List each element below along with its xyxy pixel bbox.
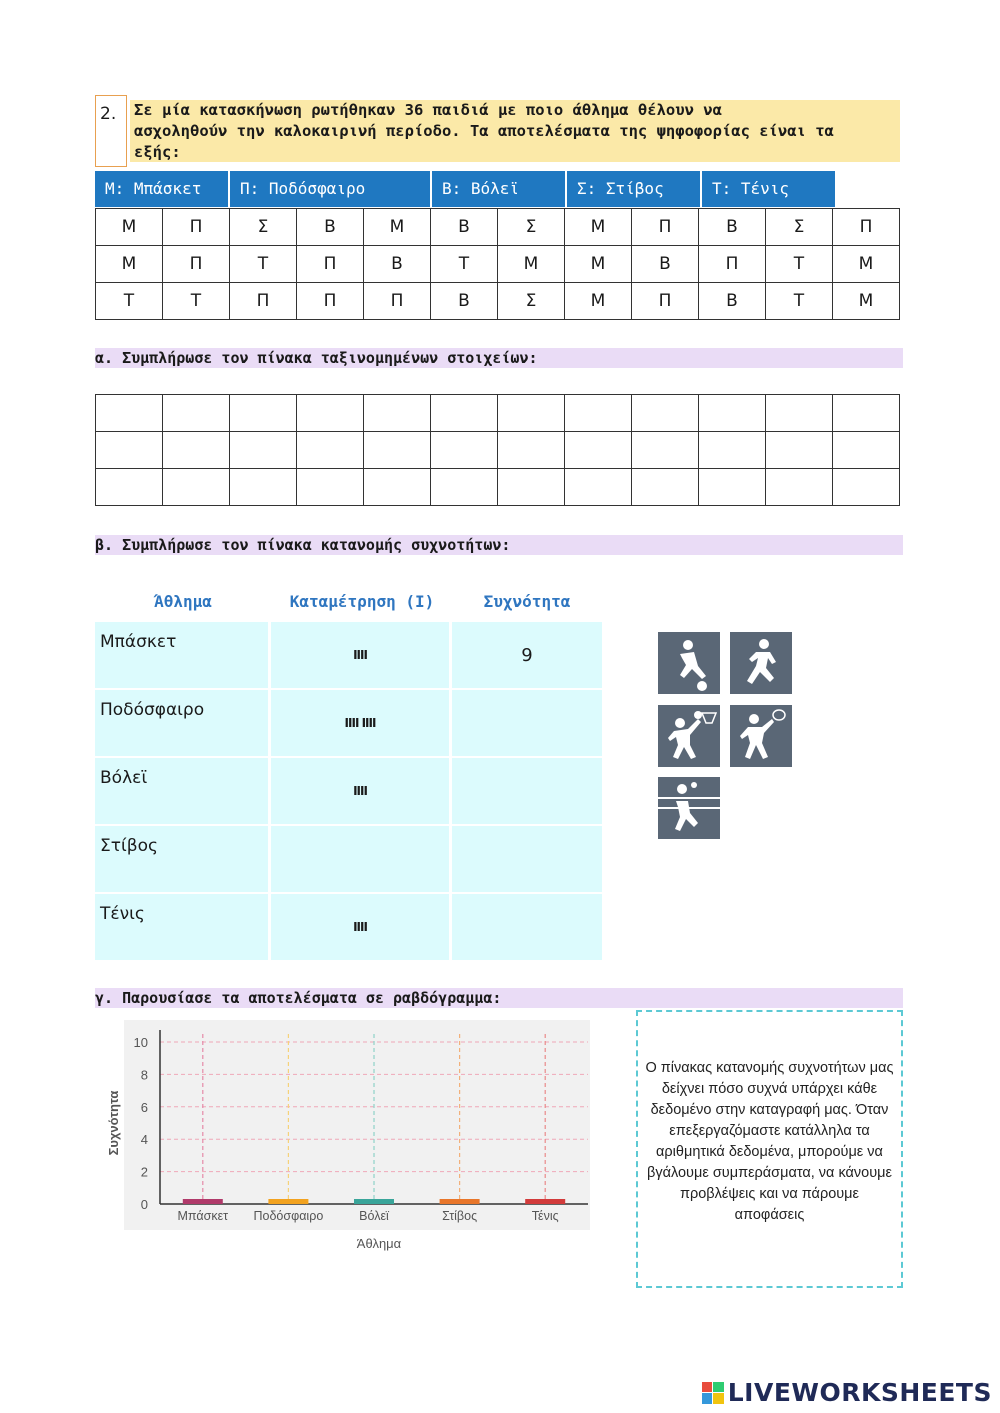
vote-cell: Π <box>230 283 297 320</box>
vote-cell: Π <box>297 246 364 283</box>
vote-cell: Τ <box>766 246 833 283</box>
vote-cell: Τ <box>431 246 498 283</box>
bar <box>183 1199 223 1204</box>
y-tick-label: 8 <box>140 1067 148 1083</box>
vote-cell: Μ <box>565 209 632 246</box>
vote-cell: Β <box>364 246 431 283</box>
tally-marks: IIII IIII <box>344 716 376 730</box>
votes-table <box>95 208 900 320</box>
vote-cell: Β <box>431 209 498 246</box>
vote-cell: Μ <box>364 209 431 246</box>
tally-cell[interactable] <box>271 758 449 824</box>
vote-cell: Π <box>833 209 900 246</box>
x-tick-label: Ποδόσφαιρο <box>253 1209 324 1223</box>
header-tally: Καταμέτρηση (Ι) <box>289 592 435 611</box>
sorted-input-cell[interactable] <box>230 395 297 432</box>
legend-basketball: Μ: Μπάσκετ <box>95 171 230 207</box>
brand-name: LIVEWORKSHEETS <box>727 1378 992 1407</box>
task-line: ασχοληθούν την καλοκαιρινή περίοδο. Τα αποτελέσματα της ψηφοφορίας είναι τα <box>134 122 834 140</box>
sorted-input-cell[interactable] <box>632 432 699 469</box>
sorted-input-cell[interactable] <box>565 469 632 506</box>
info-box: Ο πίνακας κατανομής συχνοτήτων μας δείχνει πόσο συχνά υπάρχει κάθε δεδομένο στην καταγραφή μας. Όταν επεξεργαζόμαστε κατάλληλα τα αριθμητικά δεδομένα, μπορούμε να βγάλουμε συμπεράσματα, να κάνουμε προβλέψεις και να πάρουμε αποφάσεις <box>636 1010 903 1288</box>
sorted-input-cell[interactable] <box>230 432 297 469</box>
sorted-input-cell[interactable] <box>364 469 431 506</box>
chart-background <box>124 1020 590 1230</box>
header-frequency: Συχνότητα <box>483 592 571 611</box>
frequency-cell[interactable] <box>452 894 602 960</box>
brand-mark-icon <box>702 1382 724 1404</box>
vote-cell: Β <box>297 209 364 246</box>
sorted-table <box>95 394 900 506</box>
vote-cell: Μ <box>498 246 565 283</box>
sport-name: Τένις <box>95 894 268 960</box>
soccer-player-icon <box>658 632 720 694</box>
section-b-title: β. Συμπλήρωσε τον πίνακα κατανομής συχνοτήτων: <box>95 535 903 555</box>
sport-name: Ποδόσφαιρο <box>95 690 268 756</box>
sorted-input-cell[interactable] <box>364 432 431 469</box>
x-tick-label: Στίβος <box>442 1209 478 1223</box>
sorted-input-cell[interactable] <box>431 395 498 432</box>
sport-legend <box>95 171 837 207</box>
sorted-input-cell[interactable] <box>498 395 565 432</box>
legend-football: Π: Ποδόσφαιρο <box>230 171 432 207</box>
sport-name: Μπάσκετ <box>95 622 268 688</box>
runner-icon <box>730 632 792 694</box>
volleyball-player-icon <box>658 777 720 839</box>
vote-cell: Π <box>632 209 699 246</box>
sorted-row <box>96 432 900 469</box>
task-number: 2. <box>95 95 127 167</box>
sorted-input-cell[interactable] <box>297 432 364 469</box>
bar <box>440 1199 480 1204</box>
sorted-input-cell[interactable] <box>833 432 900 469</box>
sorted-input-cell[interactable] <box>766 469 833 506</box>
votes-row <box>96 209 900 246</box>
sorted-input-cell[interactable] <box>431 469 498 506</box>
vote-cell: Π <box>163 246 230 283</box>
vote-cell: Π <box>364 283 431 320</box>
vote-cell: Τ <box>766 283 833 320</box>
legend-volleyball: Β: Βόλεϊ <box>432 171 567 207</box>
vote-cell: Β <box>431 283 498 320</box>
y-tick-label: 0 <box>140 1197 148 1212</box>
sorted-input-cell[interactable] <box>230 469 297 506</box>
sorted-input-cell[interactable] <box>163 395 230 432</box>
tally-marks: IIII <box>353 920 367 934</box>
x-tick-label: Τένις <box>531 1209 559 1223</box>
vote-cell: Π <box>699 246 766 283</box>
sport-name: Βόλεϊ <box>95 758 268 824</box>
vote-cell: Τ <box>163 283 230 320</box>
task-line: εξής: <box>134 143 181 161</box>
task-line: Σε μία κατασκήνωση ρωτήθηκαν 36 παιδιά με ποιο άθλημα θέλουν να <box>134 101 722 119</box>
vote-cell: Μ <box>565 283 632 320</box>
sorted-input-cell[interactable] <box>699 432 766 469</box>
vote-cell: Τ <box>96 283 163 320</box>
x-axis-label: Άθλημα <box>356 1236 402 1251</box>
sorted-input-cell[interactable] <box>766 395 833 432</box>
sorted-input-cell[interactable] <box>833 469 900 506</box>
sorted-input-cell[interactable] <box>699 395 766 432</box>
sorted-input-cell[interactable] <box>498 469 565 506</box>
tally-cell[interactable] <box>271 894 449 960</box>
vote-cell: Μ <box>833 246 900 283</box>
section-a-title: α. Συμπλήρωσε τον πίνακα ταξινομημένων στοιχείων: <box>95 348 903 368</box>
bar <box>268 1199 308 1204</box>
sorted-input-cell[interactable] <box>632 469 699 506</box>
vote-cell: Β <box>699 209 766 246</box>
y-tick-label: 6 <box>140 1099 148 1115</box>
tally-marks: IIII <box>353 784 367 798</box>
frequency-row <box>95 622 602 688</box>
vote-cell: Τ <box>230 246 297 283</box>
vote-cell: Σ <box>766 209 833 246</box>
sorted-input-cell[interactable] <box>96 395 163 432</box>
vote-cell: Μ <box>833 283 900 320</box>
sorted-input-cell[interactable] <box>699 469 766 506</box>
frequency-cell[interactable] <box>452 622 602 688</box>
y-tick-label: 4 <box>140 1132 148 1148</box>
vote-cell: Μ <box>96 246 163 283</box>
sorted-input-cell[interactable] <box>766 432 833 469</box>
sorted-input-cell[interactable] <box>364 395 431 432</box>
bar <box>354 1199 394 1204</box>
votes-row <box>96 283 900 320</box>
vote-cell: Σ <box>498 209 565 246</box>
sorted-input-cell[interactable] <box>297 469 364 506</box>
sorted-input-cell[interactable] <box>163 469 230 506</box>
sorted-input-cell[interactable] <box>498 432 565 469</box>
legend-athletics: Σ: Στίβος <box>567 171 702 207</box>
y-axis-label: Συχνότητα <box>106 1090 121 1156</box>
frequency-row <box>95 826 602 892</box>
tally-cell[interactable] <box>271 622 449 688</box>
tally-cell[interactable] <box>271 690 449 756</box>
header-sport: Άθλημα <box>154 592 212 611</box>
sorted-input-cell[interactable] <box>96 432 163 469</box>
frequency-cell[interactable] <box>452 690 602 756</box>
x-tick-label: Μπάσκετ <box>177 1209 229 1223</box>
vote-cell: Σ <box>230 209 297 246</box>
sorted-input-cell[interactable] <box>431 432 498 469</box>
brand-logo <box>702 1378 992 1407</box>
basketball-player-icon <box>658 705 720 767</box>
frequency-value: 9 <box>521 645 533 666</box>
vote-cell: Μ <box>565 246 632 283</box>
frequency-cell[interactable] <box>452 826 602 892</box>
vote-cell: Π <box>297 283 364 320</box>
vote-cell: Σ <box>498 283 565 320</box>
vote-cell: Β <box>699 283 766 320</box>
vote-cell: Π <box>163 209 230 246</box>
vote-cell: Μ <box>96 209 163 246</box>
sorted-row <box>96 469 900 506</box>
sorted-input-cell[interactable] <box>632 395 699 432</box>
bar <box>525 1199 565 1204</box>
frequency-row <box>95 690 602 756</box>
sorted-row <box>96 395 900 432</box>
section-c-title: γ. Παρουσίασε τα αποτελέσματα σε ραβδόγραμμα: <box>95 988 903 1008</box>
sorted-input-cell[interactable] <box>565 432 632 469</box>
y-tick-label: 2 <box>140 1164 148 1180</box>
frequency-cell[interactable] <box>452 758 602 824</box>
sorted-input-cell[interactable] <box>297 395 364 432</box>
sorted-input-cell[interactable] <box>565 395 632 432</box>
vote-cell: Π <box>632 283 699 320</box>
bar-chart[interactable] <box>100 1020 600 1258</box>
sorted-input-cell[interactable] <box>163 432 230 469</box>
tally-cell[interactable] <box>271 826 449 892</box>
votes-row <box>96 246 900 283</box>
sorted-input-cell[interactable] <box>833 395 900 432</box>
y-tick-label: 10 <box>133 1035 148 1050</box>
task-description <box>130 100 900 162</box>
frequency-row <box>95 894 602 960</box>
vote-cell: Β <box>632 246 699 283</box>
legend-tennis: Τ: Τένις <box>702 171 837 207</box>
tally-marks: IIII <box>353 648 367 662</box>
tennis-player-icon <box>730 705 792 767</box>
sorted-input-cell[interactable] <box>96 469 163 506</box>
sport-name: Στίβος <box>95 826 268 892</box>
x-tick-label: Βόλεϊ <box>359 1209 389 1223</box>
frequency-row <box>95 758 602 824</box>
